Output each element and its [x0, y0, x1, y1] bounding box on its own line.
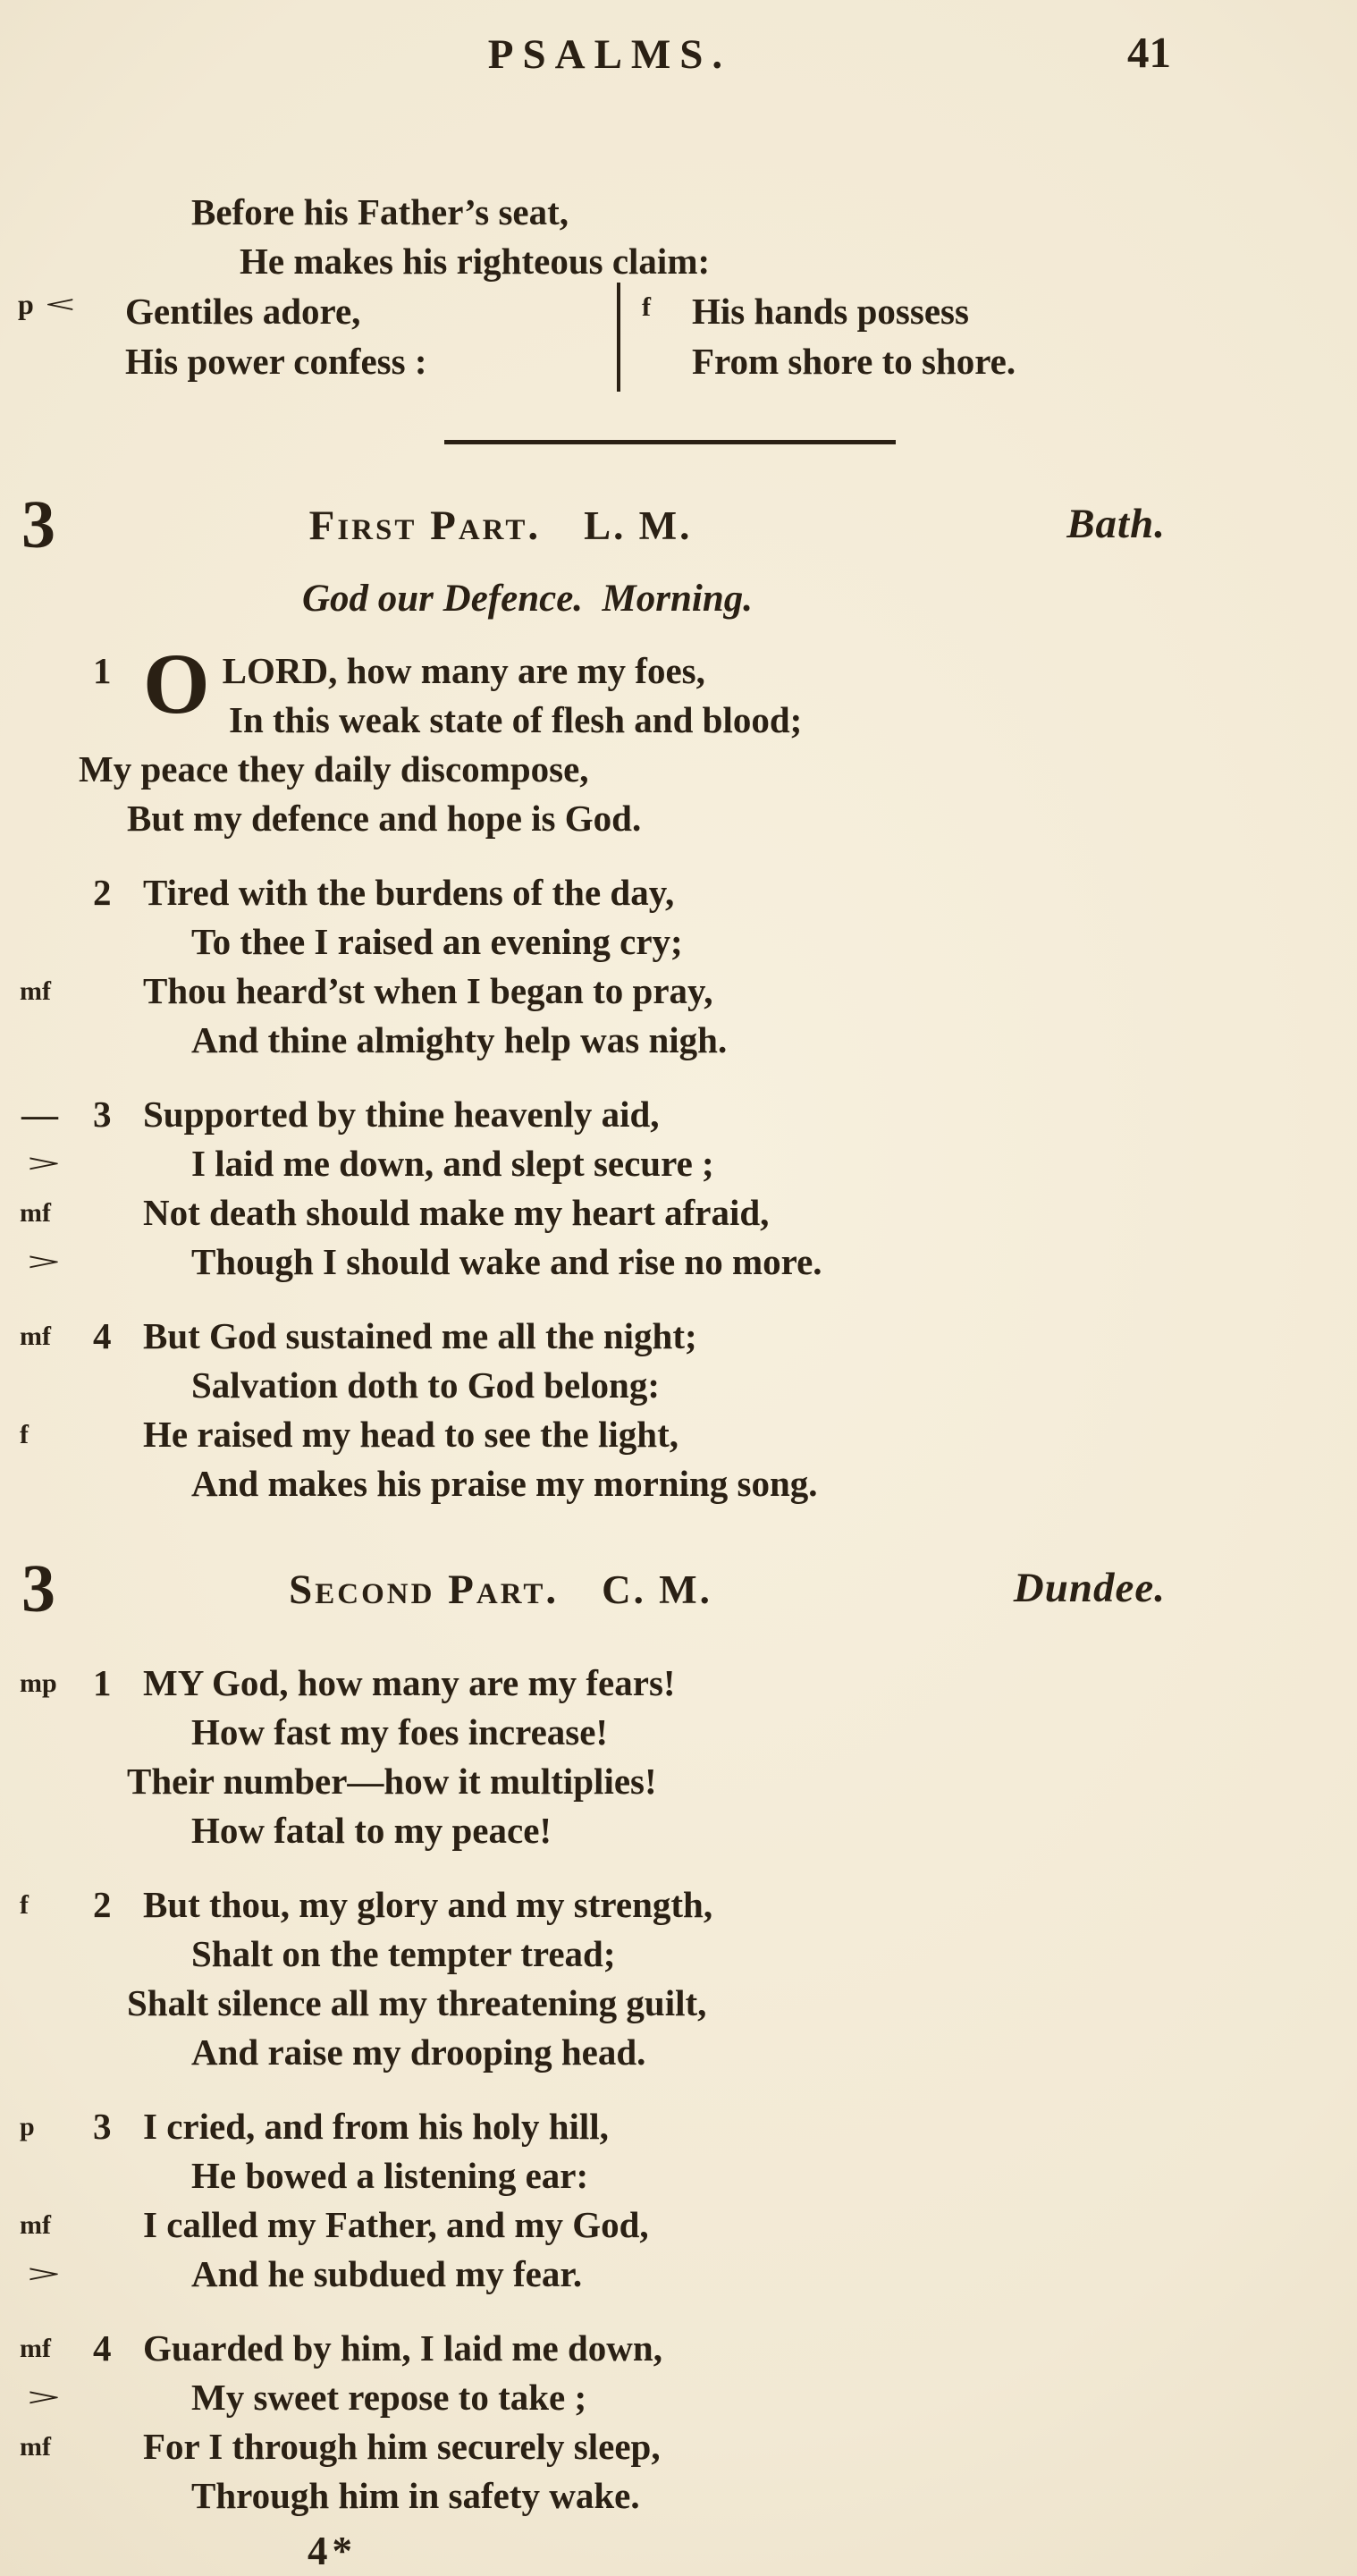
verse-text: [191, 2028, 1357, 2077]
verse-text-content: Not death should make my heart afraid,: [143, 1192, 770, 1233]
verse-line: Gentiles adore,: [125, 291, 361, 332]
verse-line: [0, 188, 1357, 237]
verse-text-content: And makes his praise my morning song.: [191, 1463, 818, 1504]
verse-text: [191, 1806, 1357, 1855]
verse-text: [191, 2151, 1357, 2200]
verse-line: [0, 1410, 1357, 1459]
hymn-second-part: [0, 1553, 1357, 2521]
verse-line: [0, 2471, 1357, 2521]
verse-line: [0, 967, 1357, 1016]
verse-text: [191, 188, 1357, 237]
verse-number: 2: [93, 1884, 112, 1925]
continued-stanza: [0, 98, 1357, 390]
verse-text-content: My sweet repose to take ;: [191, 2377, 587, 2418]
crescendo-icon: <: [44, 291, 76, 317]
verse-text-content: Guarded by him, I laid me down,: [143, 2327, 662, 2369]
verse-text: [191, 1708, 1357, 1757]
verse-text: [191, 1016, 1357, 1065]
verse-text: [143, 1090, 1357, 1139]
verse-text-content: Tired with the burdens of the day,: [143, 872, 675, 913]
dash-mark: —: [21, 1094, 58, 1135]
expression-mark: mf: [20, 1198, 51, 1228]
hymn-heading: [0, 489, 1357, 568]
verse-text-content: And raise my drooping head.: [191, 2031, 646, 2073]
verse-text: [143, 868, 1357, 917]
verse-line: [0, 696, 1357, 745]
verse-text-content: He bowed a listening ear:: [191, 2155, 589, 2196]
verse-line: [0, 1016, 1357, 1065]
verse-text-content: My peace they daily discompose,: [79, 748, 589, 790]
verse-line: [0, 745, 1357, 794]
expression-mark: mf: [20, 976, 51, 1006]
verse-line: [0, 2373, 1357, 2422]
verse-text: [143, 2422, 1357, 2471]
verse-line: [0, 1708, 1357, 1757]
verse-text: [127, 1757, 1357, 1806]
printer-signature: 4*: [308, 2529, 357, 2573]
verse-text-content: But my defence and hope is God.: [127, 798, 642, 839]
verse-text-content: I called my Father, and my God,: [143, 2204, 649, 2245]
section-divider-rule: [444, 440, 896, 444]
split-stanza: [0, 286, 1357, 390]
verse-line: [0, 2200, 1357, 2250]
verse-text-content: To thee I raised an evening cry;: [191, 921, 683, 962]
expression-mark-piano-crescendo: [18, 288, 76, 321]
split-right-column: [692, 286, 1016, 386]
verse-line: His hands possess: [692, 291, 969, 332]
verse-text-content: Thou heard’st when I began to pray,: [143, 970, 713, 1011]
verse-text-content: I cried, and from his holy hill,: [143, 2106, 609, 2147]
expression-mark: mf: [20, 1322, 51, 1351]
verse-line: [0, 1459, 1357, 1508]
expression-mark: p: [20, 2112, 35, 2141]
expression-mark: f: [20, 1890, 29, 1920]
verse-text-content: Through him in safety wake.: [191, 2475, 640, 2516]
verse-text-content: LORD, how many are my foes,: [222, 650, 705, 691]
verse-line: [0, 1979, 1357, 2028]
verse-text-content: And thine almighty help was nigh.: [191, 1019, 728, 1060]
verse-text: [191, 1459, 1357, 1508]
split-left-column: [125, 286, 426, 386]
hymn-part-and-meter: [179, 1566, 822, 1614]
verse-text: [143, 1880, 1357, 1930]
verse-text-content: Shalt on the tempter tread;: [191, 1933, 616, 1974]
drop-cap-initial: O: [143, 636, 210, 731]
hymn-verse-lines: [0, 636, 1357, 1508]
verse-line: [0, 794, 1357, 843]
expression-mark: mf: [20, 2334, 51, 2363]
verse-text: [229, 696, 1357, 745]
expression-mark: mf: [20, 2432, 51, 2462]
verse-text-content: Before his Father’s seat,: [191, 191, 569, 232]
verse-text: [143, 1312, 1357, 1361]
verse-text: [143, 1659, 1357, 1708]
verse-line: From shore to shore.: [692, 341, 1016, 382]
decrescendo-icon: >: [27, 1149, 62, 1178]
hymn-meter: C. M.: [602, 1567, 712, 1612]
verse-text: [191, 1237, 1357, 1287]
expression-mark: mp: [20, 1668, 57, 1698]
verse-line: [0, 1880, 1357, 1930]
verse-text-content: MY God, how many are my fears!: [143, 1662, 676, 1703]
verse-line: [0, 1930, 1357, 1979]
verse-text-content: And he subdued my fear.: [191, 2253, 583, 2294]
page-title: PSALMS.: [487, 31, 732, 78]
verse-text: [191, 917, 1357, 967]
expression-mark-forte: f: [642, 292, 651, 322]
hymn-part-and-meter: [179, 502, 822, 550]
column-divider-rule: [617, 283, 620, 392]
hymn-part-label: First Part.: [308, 503, 542, 549]
hymn-tune-name: Dundee.: [1013, 1565, 1166, 1611]
verse-text: [191, 1139, 1357, 1188]
verse-text-content: Their number—how it multiplies!: [127, 1761, 657, 1802]
verse-text-content: For I through him securely sleep,: [143, 2426, 661, 2467]
verse-line: [0, 1188, 1357, 1237]
hymn-tune-name: Bath.: [1066, 501, 1166, 547]
verse-number: 2: [93, 872, 112, 913]
hymn-number: 3: [21, 1551, 55, 1626]
page-header: [0, 0, 1357, 98]
verse-text: [191, 2373, 1357, 2422]
verse-line: [0, 1312, 1357, 1361]
verse-line: [0, 1659, 1357, 1708]
verse-text-content: But thou, my glory and my strength,: [143, 1884, 713, 1925]
verse-line: [0, 2102, 1357, 2151]
verse-line: [0, 1361, 1357, 1410]
hymn-subtitle: God our Defence. Morning.: [301, 578, 754, 620]
verse-text-content: He raised my head to see the light,: [143, 1414, 678, 1455]
verse-line: [0, 2324, 1357, 2373]
verse-text-content: Salvation doth to God belong:: [191, 1364, 660, 1406]
verse-line: [0, 1806, 1357, 1855]
expression-mark: mf: [20, 2210, 51, 2240]
verse-number: 4: [93, 2327, 112, 2369]
verse-text: [191, 2471, 1357, 2521]
verse-text: [191, 1930, 1357, 1979]
hymn-heading: [0, 1553, 1357, 1632]
decrescendo-icon: >: [27, 2383, 62, 2411]
verse-text-content: Shalt silence all my threatening guilt,: [127, 1982, 707, 2023]
hymn-number: 3: [21, 487, 55, 562]
page-number: 41: [1127, 28, 1171, 77]
verse-number: 4: [93, 1315, 112, 1356]
verse-text: [191, 1361, 1357, 1410]
verse-line: [0, 2028, 1357, 2077]
verse-number: 1: [93, 650, 112, 691]
verse-line: [0, 1237, 1357, 1287]
verse-line: [0, 237, 1357, 286]
verse-text-content: He makes his righteous claim:: [240, 241, 711, 282]
verse-line: [0, 2250, 1357, 2299]
verse-text: [240, 237, 1357, 286]
verse-line: [0, 1090, 1357, 1139]
verse-line: [0, 1757, 1357, 1806]
verse-text: [143, 1188, 1357, 1237]
verse-text-content: In this weak state of flesh and blood;: [229, 699, 803, 740]
verse-text: [127, 1979, 1357, 2028]
piano-mark: p: [18, 288, 34, 320]
verse-text: [143, 2102, 1357, 2151]
verse-line: His power confess :: [125, 341, 427, 382]
verse-text-content: But God sustained me all the night;: [143, 1315, 697, 1356]
hymn-verse-lines: [0, 1659, 1357, 2521]
verse-number: 3: [93, 1094, 112, 1135]
verse-text-content: Though I should wake and rise no more.: [191, 1241, 822, 1282]
verse-number: 1: [93, 1662, 112, 1703]
verse-line: [0, 2151, 1357, 2200]
verse-text: [143, 2324, 1357, 2373]
verse-line: [0, 2422, 1357, 2471]
verse-text: [143, 1410, 1357, 1459]
decrescendo-icon: >: [27, 2259, 62, 2288]
verse-text-content: Supported by thine heavenly aid,: [143, 1094, 660, 1135]
decrescendo-icon: >: [27, 1247, 62, 1276]
verse-text: [143, 2200, 1357, 2250]
continued-stanza-lines: [0, 188, 1357, 286]
verse-text: [191, 2250, 1357, 2299]
verse-text-content: How fast my foes increase!: [191, 1711, 609, 1753]
hymn-part-label: Second Part.: [289, 1567, 560, 1613]
verse-line: [0, 917, 1357, 967]
verse-text: [79, 745, 1357, 794]
verse-number: 3: [93, 2106, 112, 2147]
verse-text-content: How fatal to my peace!: [191, 1810, 552, 1851]
verse-line: [0, 868, 1357, 917]
expression-mark: f: [20, 1420, 29, 1449]
verse-text: [143, 967, 1357, 1016]
verse-line: [0, 1139, 1357, 1188]
verse-text: [127, 794, 1357, 843]
hymn-first-part: [0, 489, 1357, 1508]
hymn-meter: L. M.: [584, 503, 693, 548]
verse-text-content: I laid me down, and slept secure ;: [191, 1143, 714, 1184]
